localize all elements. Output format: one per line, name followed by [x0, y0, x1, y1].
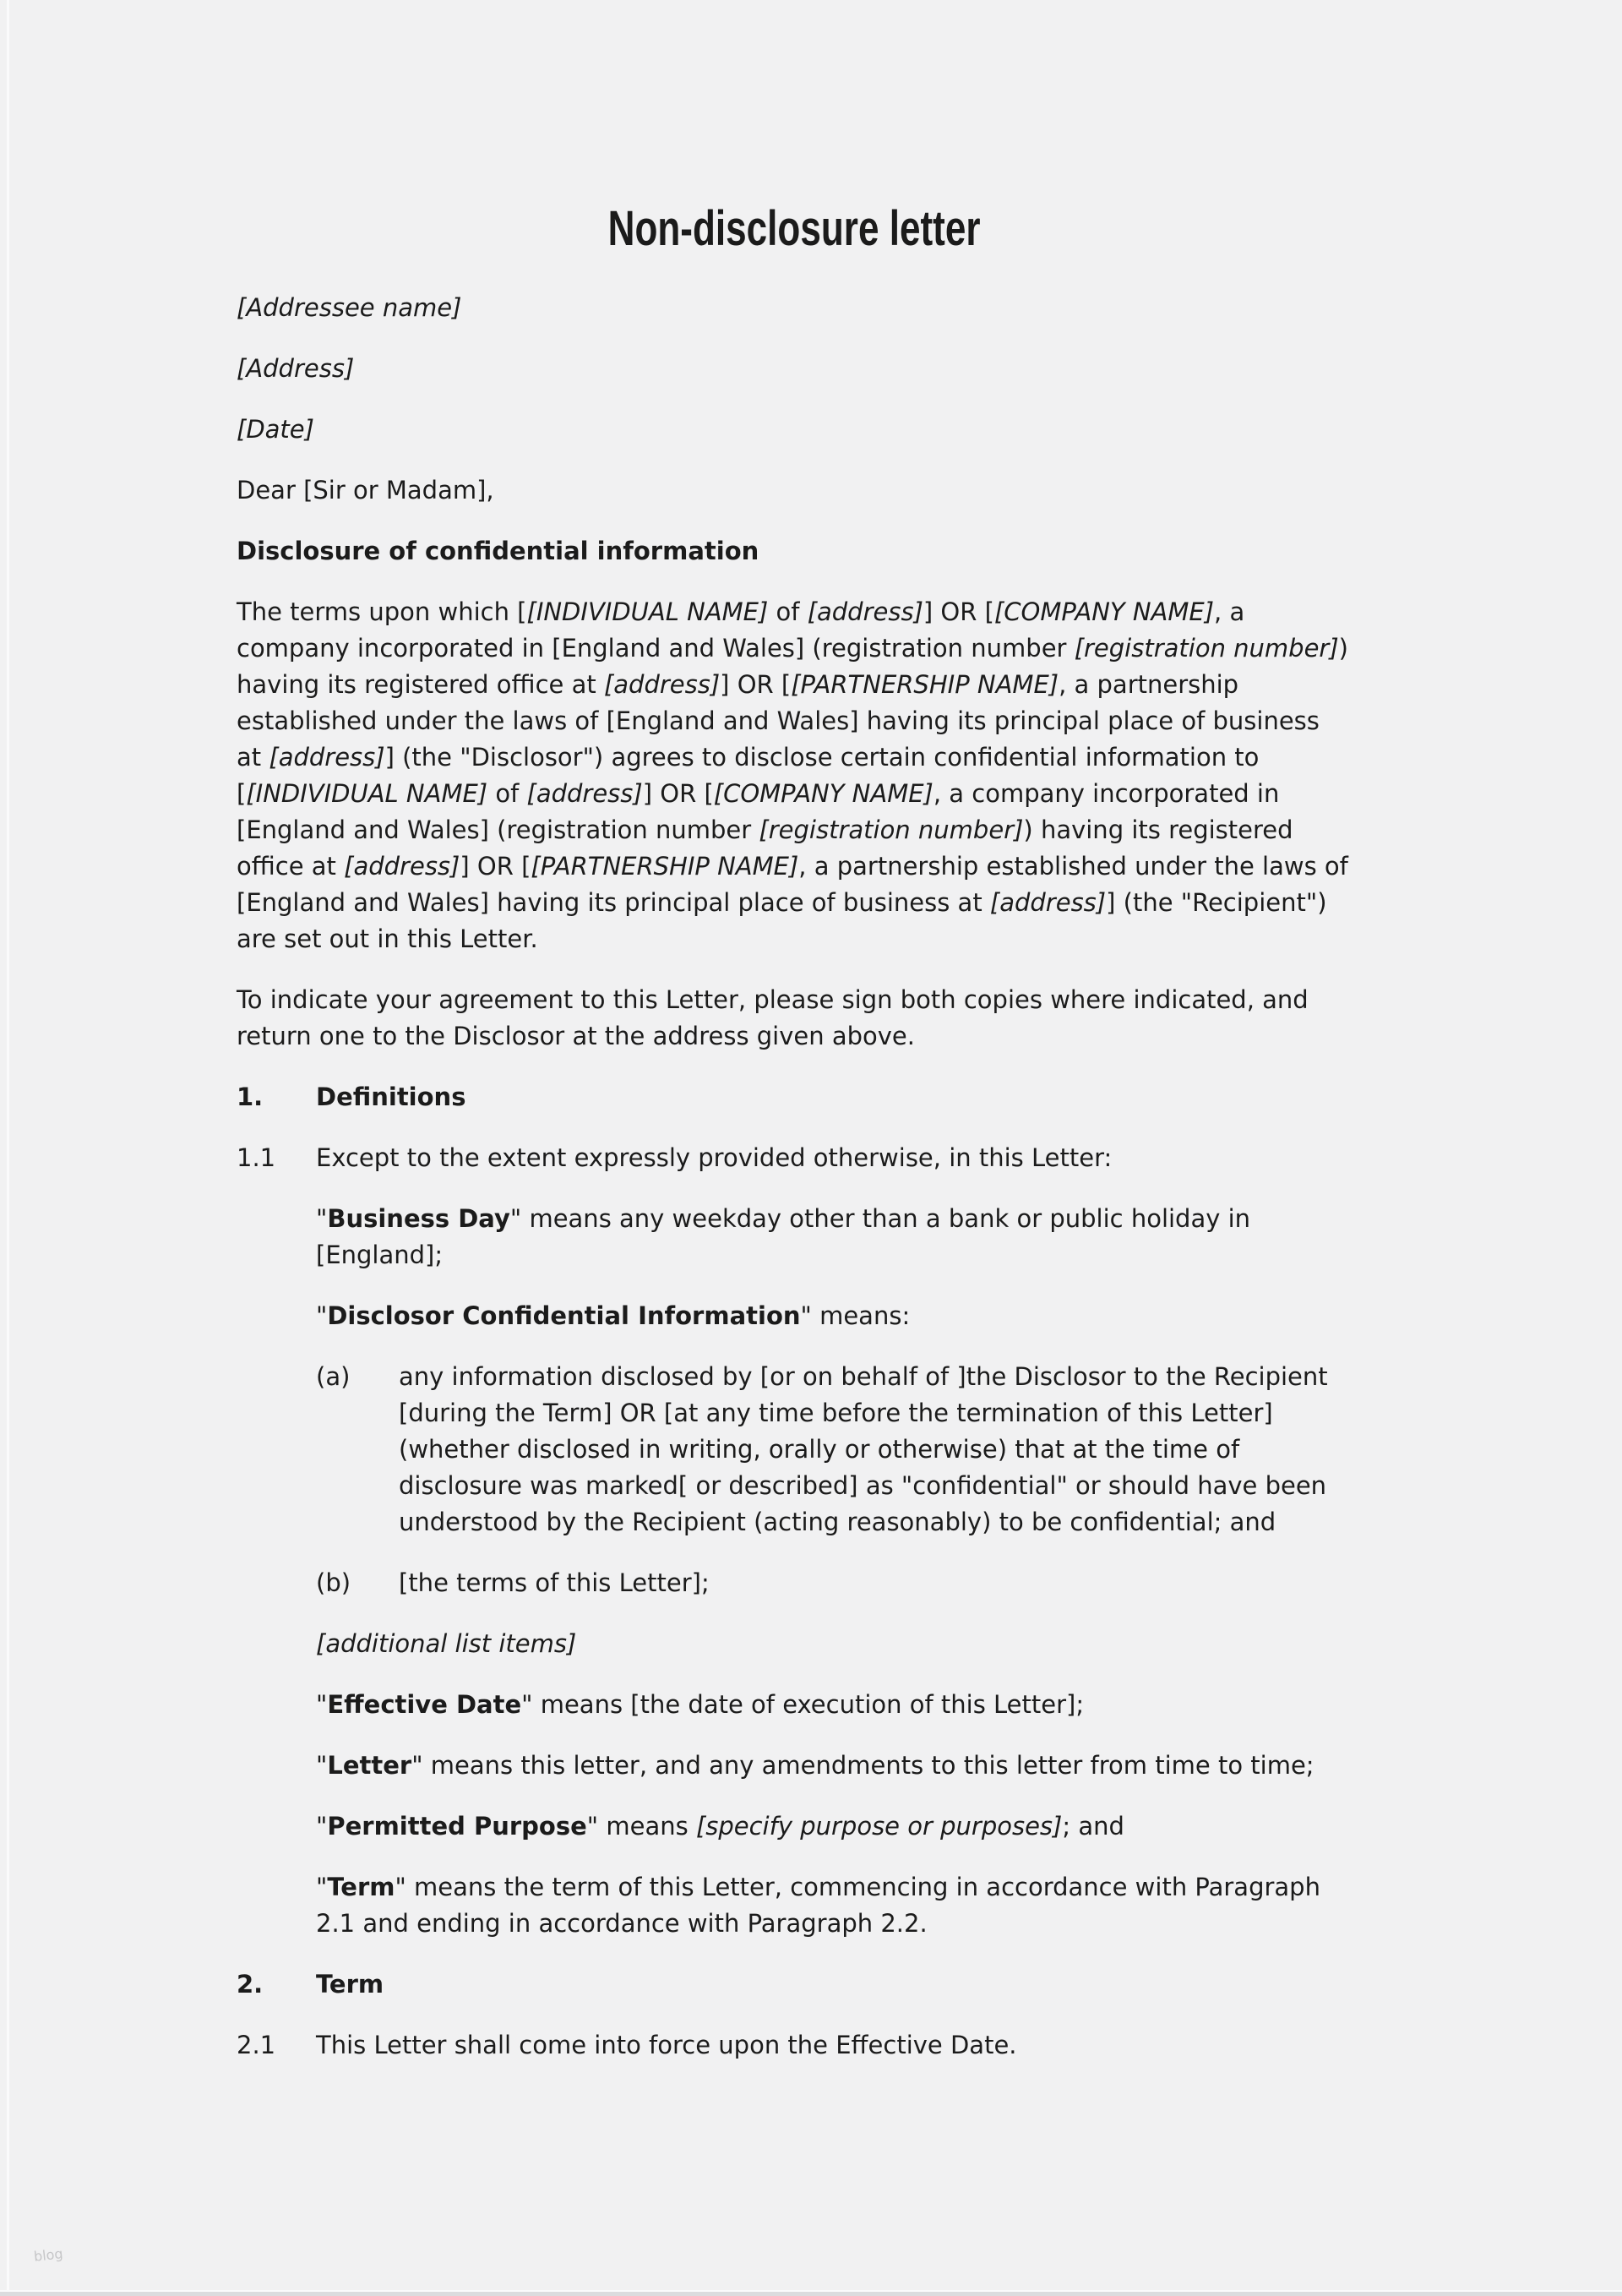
page-left-edge: [7, 0, 9, 2296]
text-run: , a partnership established under the laws of [England and Wales] having its principal place of business at: [237, 852, 1348, 917]
list-label: (a): [316, 1362, 351, 1391]
text-run: Term: [316, 1970, 384, 1999]
page-title: [608, 200, 981, 258]
text-run: [Address]: [237, 354, 355, 383]
list-item-text: [399, 1565, 1352, 1601]
text-run: [registration number]: [759, 815, 1024, 844]
text-run: Non-disclosure letter: [607, 201, 981, 256]
text-run: Effective Date: [327, 1690, 522, 1719]
address-placeholder: [237, 351, 1352, 387]
text-run: ] (the "Disclosor") agrees to disclose certain confidential information to [: [237, 743, 1260, 808]
text-run: [address]: [807, 597, 923, 626]
clause-1-1: [237, 1140, 1352, 1176]
text-run: Term: [327, 1873, 395, 1901]
text-run: [PARTNERSHIP NAME]: [531, 852, 799, 881]
list-label: 2.1: [237, 2031, 276, 2059]
text-run: [registration number]: [1074, 634, 1339, 663]
text-run: [COMPANY NAME]: [993, 597, 1215, 626]
text-run: , a company incorporated in [England and Wales] (registration number: [237, 779, 1280, 844]
text-run: ] (the "Recipient") are set out in this Letter.: [237, 888, 1327, 953]
text-run: [address]: [603, 670, 721, 699]
definition-term: [316, 1869, 1352, 1942]
text-run: ": [316, 1812, 328, 1841]
text-run: ": [316, 1301, 328, 1330]
text-run: of: [768, 597, 808, 626]
text-run: " means:: [800, 1301, 911, 1330]
subject-heading: [237, 533, 1352, 570]
text-run: " means [the date of execution of this Letter];: [521, 1690, 1085, 1719]
page-bottom-edge: [0, 2292, 1622, 2296]
text-run: The terms upon which [: [237, 597, 527, 626]
text-run: [address]: [269, 743, 385, 772]
addressee-placeholder: [237, 290, 1352, 326]
text-run: [the terms of this Letter];: [399, 1568, 710, 1597]
definition-effective-date: [316, 1687, 1352, 1723]
section-2-heading: [237, 1966, 1352, 2003]
list-item-text: [316, 1079, 1352, 1115]
text-run: ) having its registered office at: [237, 815, 1293, 881]
text-run: , a partnership established under the laws of [England and Wales] having its principal place of business at: [237, 670, 1320, 772]
text-run: To indicate your agreement to this Letter, please sign both copies where indicated, and return one to the Disclosor at the address given above.: [237, 985, 1309, 1050]
text-run: Definitions: [316, 1083, 466, 1111]
text-run: [address]: [344, 852, 460, 881]
list-label: (b): [316, 1568, 351, 1597]
text-run: [additional list items]: [316, 1629, 577, 1658]
text-run: ": [316, 1873, 328, 1901]
text-run: " means this letter, and any amendments to this letter from time to time;: [411, 1751, 1314, 1780]
text-run: " means any weekday other than a bank or public holiday in [England];: [316, 1204, 1251, 1269]
text-run: ; and: [1062, 1812, 1124, 1841]
list-item-text: [399, 1359, 1352, 1541]
text-run: [INDIVIDUAL NAME]: [246, 779, 488, 808]
list-item-text: [316, 2027, 1352, 2064]
definition-disclosor-confidential-information: [316, 1298, 1352, 1334]
list-label: 1.: [237, 1083, 264, 1111]
text-run: Dear [Sir or Madam],: [237, 476, 494, 504]
text-run: Letter: [327, 1751, 412, 1780]
clause-2-1: [237, 2027, 1352, 2064]
document-content: [237, 200, 1352, 2088]
text-run: ] OR [: [642, 779, 714, 808]
text-run: This Letter shall come into force upon the Effective Date.: [316, 2031, 1017, 2059]
text-run: ] OR [: [923, 597, 994, 626]
additional-list-items: [316, 1626, 1352, 1662]
text-run: ] OR [: [720, 670, 792, 699]
text-run: [COMPANY NAME]: [713, 779, 933, 808]
date-placeholder: [237, 412, 1352, 448]
text-run: " means: [586, 1812, 696, 1841]
text-run: ] OR [: [460, 852, 531, 881]
agreement-paragraph: [237, 982, 1352, 1055]
letter-title: [237, 200, 1352, 258]
text-run: ": [316, 1690, 328, 1719]
list-item-text: [316, 1966, 1352, 2003]
text-run: [INDIVIDUAL NAME]: [526, 597, 769, 626]
text-run: [address]: [989, 888, 1107, 917]
text-run: Except to the extent expressly provided otherwise, in this Letter:: [316, 1143, 1113, 1172]
text-run: [specify purpose or purposes]: [695, 1812, 1063, 1841]
text-run: [PARTNERSHIP NAME]: [791, 670, 1059, 699]
text-run: , a company incorporated in [England and Wales] (registration number: [237, 597, 1245, 663]
definition-business-day: [316, 1201, 1352, 1273]
definition-item-b: [316, 1565, 1352, 1601]
text-run: of: [487, 779, 527, 808]
section-1-heading: [237, 1079, 1352, 1115]
text-run: [Date]: [237, 415, 314, 444]
text-run: " means the term of this Letter, commencing in accordance with Paragraph 2.1 and ending in accordance with Paragraph 2.2.: [316, 1873, 1320, 1938]
text-run: Disclosure of confidential information: [237, 537, 759, 565]
definition-permitted-purpose: [316, 1808, 1352, 1845]
text-run: any information disclosed by [or on behalf of ]the Disclosor to the Recipient [during the Term] OR [at any time before the termination of this Letter] (whether disclosed in writing, orally or otherwise) that at the time of disclosure was marked[ or described] as "confidential" or should have been understood by the Recipient (acting reasonably) to be confidential; and: [399, 1362, 1328, 1536]
definition-letter: [316, 1748, 1352, 1784]
text-run: ) having its registered office at: [237, 634, 1348, 699]
text-run: Permitted Purpose: [327, 1812, 587, 1841]
text-run: Disclosor Confidential Information: [327, 1301, 801, 1330]
list-item-text: [316, 1140, 1352, 1176]
text-run: ": [316, 1204, 328, 1233]
text-run: Business Day: [327, 1204, 510, 1233]
definition-item-a: [316, 1359, 1352, 1541]
watermark: blog: [33, 2245, 64, 2265]
text-run: [address]: [526, 779, 643, 808]
terms-paragraph: [237, 594, 1352, 957]
text-run: [Addressee name]: [237, 293, 462, 322]
list-label: 1.1: [237, 1143, 276, 1172]
salutation: [237, 472, 1352, 509]
text-run: ": [316, 1751, 328, 1780]
list-label: 2.: [237, 1970, 264, 1999]
